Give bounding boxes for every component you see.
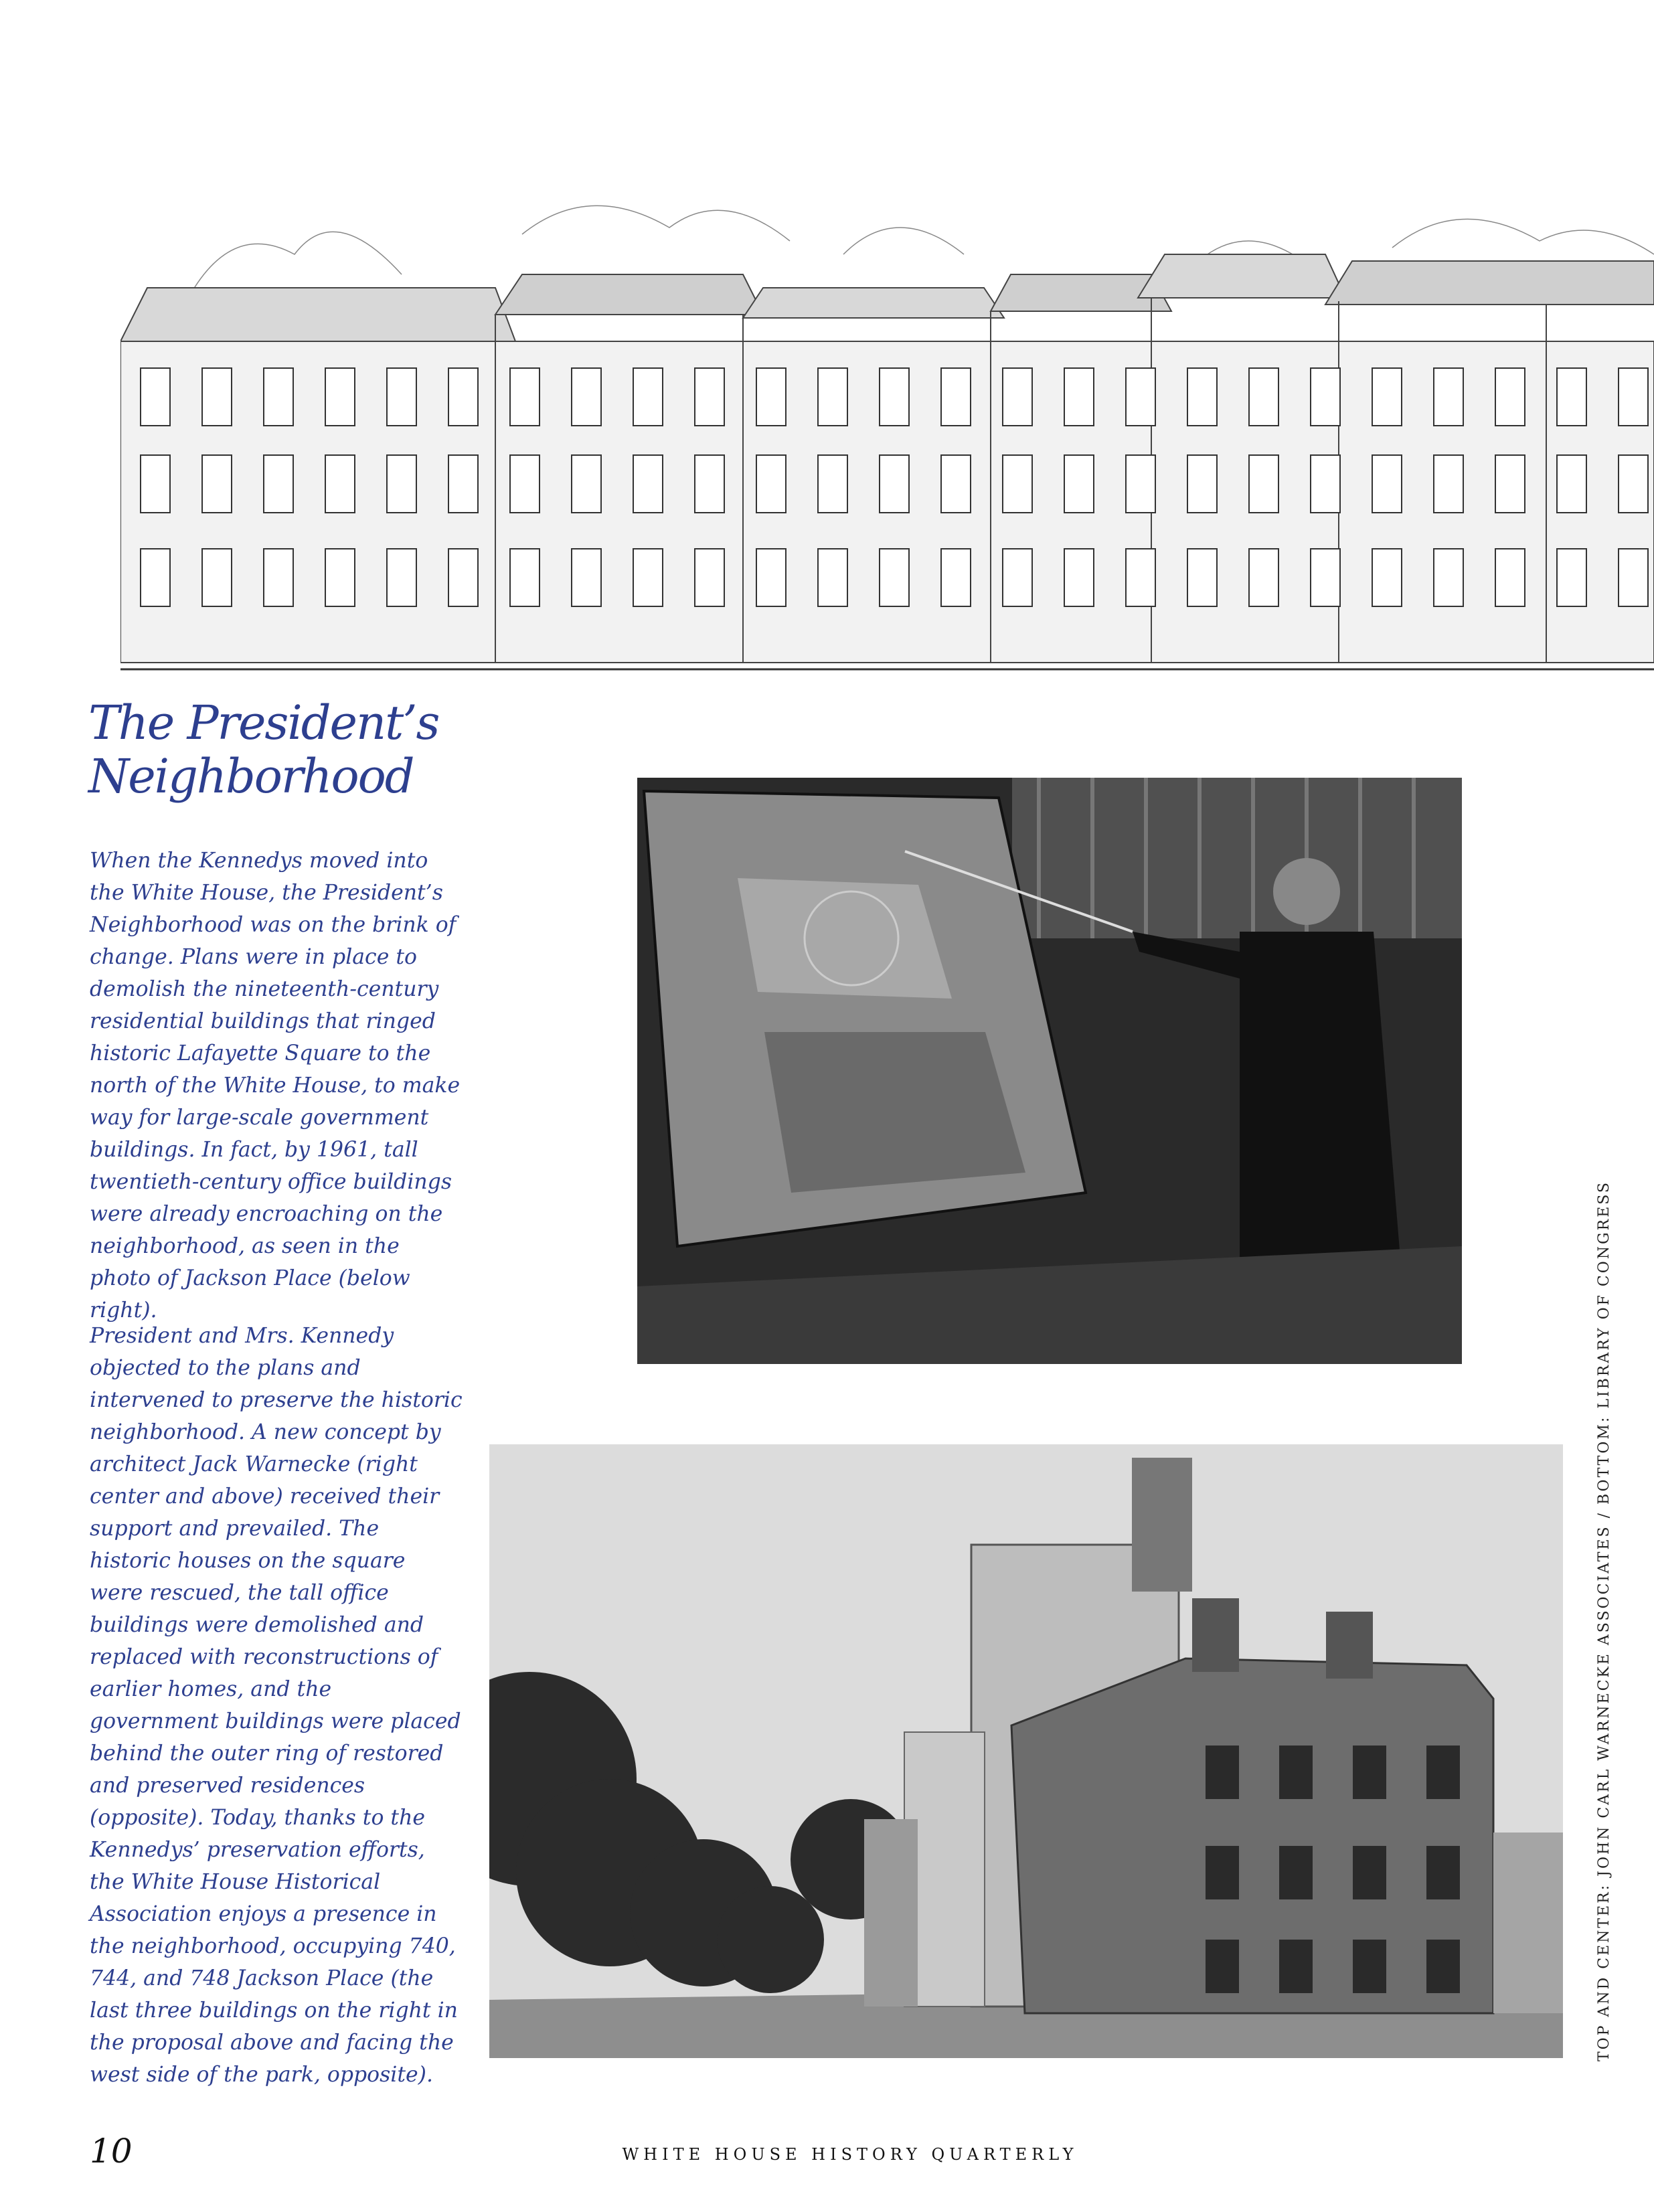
window-sketch	[1495, 455, 1525, 513]
page-number: 10	[90, 2132, 133, 2171]
window-sketch	[633, 455, 663, 513]
window-sketch	[1003, 455, 1032, 513]
window-sketch	[572, 549, 601, 606]
title-line-1: The President’s	[88, 695, 439, 750]
window-sketch	[1064, 455, 1094, 513]
window-sketch	[510, 549, 540, 606]
window-sketch	[1249, 455, 1278, 513]
window-sketch	[633, 549, 663, 606]
window-sketch	[695, 549, 724, 606]
window-sketch	[880, 455, 909, 513]
window-sketch	[818, 368, 847, 426]
window-sketch	[1619, 455, 1648, 513]
window-sketch	[387, 549, 416, 606]
window-sketch	[1311, 455, 1340, 513]
window-sketch	[1003, 368, 1032, 426]
window-sketch	[1187, 368, 1217, 426]
window-sketch	[756, 455, 786, 513]
window-sketch	[818, 549, 847, 606]
window-sketch	[1495, 368, 1525, 426]
window-sketch	[1557, 549, 1586, 606]
window-sketch	[141, 368, 170, 426]
running-title: WHITE HOUSE HISTORY QUARTERLY	[622, 2145, 1078, 2164]
window-sketch	[1311, 368, 1340, 426]
window-sketch	[1495, 549, 1525, 606]
photo-credit: TOP AND CENTER: JOHN CARL WARNECKE ASSOCIATES / BOTTOM: LIBRARY OF CONGRESS	[1596, 1180, 1612, 2061]
window-sketch	[510, 368, 540, 426]
window-sketch	[818, 455, 847, 513]
window-sketch	[572, 455, 601, 513]
window-sketch	[1064, 368, 1094, 426]
window-sketch	[1434, 455, 1463, 513]
window-sketch	[141, 455, 170, 513]
window-sketch	[880, 549, 909, 606]
window-sketch	[202, 549, 232, 606]
architect-model-photo	[637, 778, 1462, 1364]
body-paragraph-2: President and Mrs. Kennedy objected to the plans and intervened to preserve the historic neighborhood. A new concept by architect Jack Warnecke (right center and above) received their support and prevailed. The historic houses on the square were rescued, the tall office buildings were demolished and replaced with reconstructions of earlier homes, and the government buildings were placed behind the outer ring of restored and preserved residences (opposite). Today, thanks to the Kennedys’ preservation efforts, the White House Historical Association enjoys a presence in the neighborhood, occupying 740, 744, and 748 Jackson Place (the last three buildings on the right in the proposal above and facing the west side of the park, opposite).	[90, 1324, 463, 2087]
window-sketch	[941, 549, 971, 606]
window-sketch	[1434, 368, 1463, 426]
window-sketch	[387, 368, 416, 426]
window-sketch	[448, 549, 478, 606]
window-sketch	[941, 368, 971, 426]
window-sketch	[1187, 549, 1217, 606]
window-sketch	[510, 455, 540, 513]
window-sketch	[695, 368, 724, 426]
window-sketch	[1126, 368, 1155, 426]
window-sketch	[1619, 549, 1648, 606]
window-sketch	[1126, 455, 1155, 513]
window-sketch	[1557, 455, 1586, 513]
window-sketch	[1249, 368, 1278, 426]
article-title	[88, 696, 557, 803]
window-sketch	[202, 455, 232, 513]
window-sketch	[1003, 549, 1032, 606]
window-sketch	[1187, 455, 1217, 513]
window-sketch	[1372, 368, 1402, 426]
window-sketch	[1126, 549, 1155, 606]
window-sketch	[202, 368, 232, 426]
window-sketch	[1372, 549, 1402, 606]
window-sketch	[325, 368, 355, 426]
window-sketch	[756, 368, 786, 426]
window-sketch	[695, 455, 724, 513]
window-sketch	[325, 455, 355, 513]
window-sketch	[264, 455, 293, 513]
window-sketch	[880, 368, 909, 426]
window-sketch	[387, 455, 416, 513]
window-sketch	[941, 455, 971, 513]
window-sketch	[141, 549, 170, 606]
window-sketch	[1249, 549, 1278, 606]
window-sketch	[448, 368, 478, 426]
window-sketch	[1557, 368, 1586, 426]
window-sketch	[264, 549, 293, 606]
title-line-2: Neighborhood	[88, 749, 414, 804]
window-sketch	[325, 549, 355, 606]
window-sketch	[264, 368, 293, 426]
rowhouse-elevation-drawing	[120, 174, 1654, 703]
jackson-place-photo	[489, 1444, 1563, 2058]
window-sketch	[448, 455, 478, 513]
window-sketch	[756, 549, 786, 606]
window-sketch	[1619, 368, 1648, 426]
window-sketch	[1064, 549, 1094, 606]
window-sketch	[1434, 549, 1463, 606]
body-paragraph-1: When the Kennedys moved into the White House, the President’s Neighborhood was on the brink of change. Plans were in place to demolish the nineteenth-century residential buildings that ringed historic Lafayette Square to the north of the White House, to make way for large-scale government buildings. In fact, by 1961, tall twentieth-century office buildings were already encroaching on the neighborhood, as seen in the photo of Jackson Place (below right).	[90, 849, 461, 1323]
window-sketch	[633, 368, 663, 426]
window-sketch	[1311, 549, 1340, 606]
window-sketch	[572, 368, 601, 426]
window-sketch	[1372, 455, 1402, 513]
